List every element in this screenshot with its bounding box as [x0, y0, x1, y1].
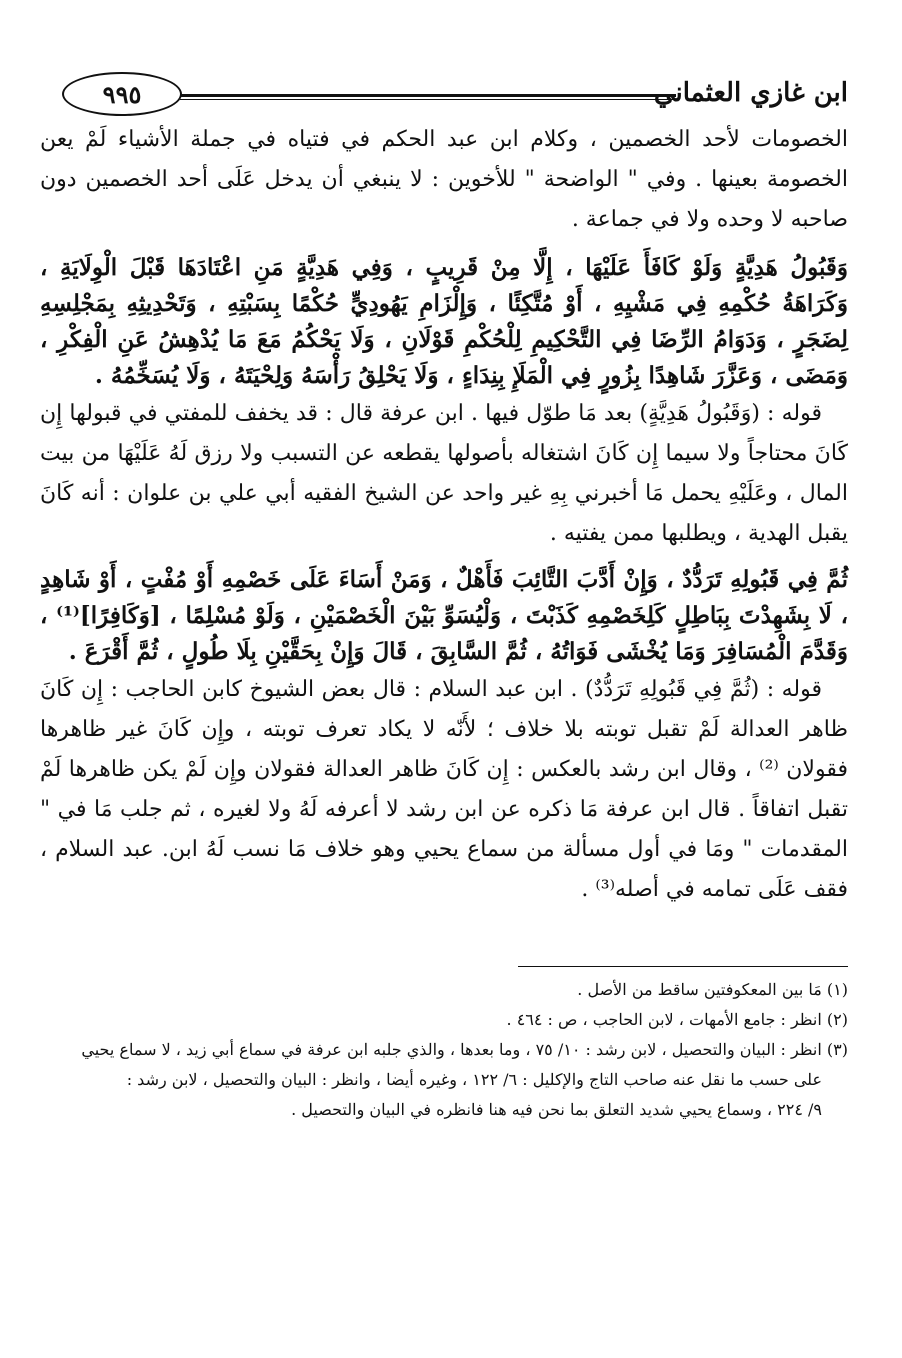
- main-text: [40, 120, 848, 910]
- running-title: ابن غازي العثماني: [653, 78, 848, 108]
- footnote-2: (٢) انظر : جامع الأمهات ، لابن الحاجب ، ص : ٤٦٤ .: [506, 1010, 848, 1029]
- commentary-paragraph: قوله : (ثُمَّ فِي قَبُولِهِ تَرَدُّدٌ) . ابن عبد السلام : قال بعض الشيوخ كابن الحاجب : إِن كَانَ ظاهر العدالة لَمْ تقبل توبته بلا خلاف ؛ لأَنّه لا يكاد تعرف توبته ، وإِن كَانَ غير ظاهرها فقولان ⁽²⁾ ، وقال ابن رشد بالعكس : إِن كَانَ ظاهر العدالة فقولان وإِن لَمْ يكن ظاهرها لَمْ تقبل اتفاقاً . قال ابن عرفة مَا ذكره عن ابن رشد لا أعرفه لَهُ ولا لغيره ، ثم جلب مَا في " المقدمات " ومَا في أول مسألة من سماع يحيي وهو خلاف مَا نسب لَهُ ابن. عبد السلام ، فقف عَلَى تمامه في أصله⁽³⁾ .: [40, 677, 848, 902]
- commentary-paragraph: قوله : (وَقَبُولُ هَدِيَّةٍ) بعد مَا طوّل فيها . ابن عرفة قال : قد يخفف للمفتي في قبولها إِن كَانَ محتاجاً ولا سيما إِن كَانَ اشتغاله بأصولها يقطعه عن التسبب ولا رزق لَهُ عَلَيْهَا من بيت المال ، وعَلَيْهِ يحمل مَا أخبرني بِهِ غير واحد عن الشيخ الفقيه أبي علي بن علوان : أنه كَانَ يقبل الهدية ، ويطلبها ممن يفتيه .: [40, 401, 848, 546]
- matn-paragraph: ثُمَّ فِي قَبُولِهِ تَرَدُّدٌ ، وَإِنْ أَدَّبَ التَّائِبَ فَأَهْلٌ ، وَمَنْ أَسَاءَ عَلَى خَصْمِهِ أَوْ مُفْتٍ ، أَوْ شَاهِدٍ ، لَا بِشَهِدْتَ بِبَاطِلٍ كَلِخَصْمِهِ كَذَبْتَ ، وَلْيُسَوِّ بَيْنَ الْخَصْمَيْنِ ، وَلَوْ مُسْلِمًا ، [وَكَافِرًا]⁽¹⁾ ، وَقَدَّمَ الْمُسَافِرَ وَمَا يُخْشَى فَوَاتُهُ ، ثُمَّ السَّابِقَ ، قَالَ وَإِنْ بِحَقَّيْنِ بِلَا طُولٍ ، ثُمَّ أَقْرَعَ .: [40, 566, 849, 665]
- footnote-3-continuation: ٩/ ٢٢٤ ، وسماع يحيي شديد التعلق بما نحن فيه هنا فانظره في البيان والتحصيل .: [291, 1100, 822, 1119]
- footnote-3-continuation: على حسب ما نقل عنه صاحب التاج والإكليل : ٦/ ١٢٢ ، وغيره أيضا ، وانظر : البيان والتحصيل ، لابن رشد :: [126, 1070, 822, 1089]
- footnote-3: (٣) انظر : البيان والتحصيل ، لابن رشد : ١٠/ ٧٥ ، وما بعدها ، والذي جلبه ابن عرفة في سماع أبي زيد ، لا سماع يحيي: [81, 1040, 848, 1059]
- book-page: [40, 60, 848, 1125]
- page-header: [40, 60, 848, 120]
- footnote-rule: [518, 966, 848, 967]
- footnote-1: (١) مَا بين المعكوفتين ساقط من الأصل .: [577, 980, 848, 999]
- header-rule: [180, 94, 676, 100]
- footnotes: [40, 975, 848, 1125]
- page-number: ٩٩٥: [62, 72, 182, 116]
- matn-paragraph: وَقَبُولُ هَدِيَّةٍ وَلَوْ كَافَأَ عَلَيْهَا ، إِلَّا مِنْ قَرِيبٍ ، وَفِي هَدِيَّةٍ مَنِ اعْتَادَهَا قَبْلَ الْوِلَايَةِ ، وَكَرَاهَةُ حُكْمِهِ فِي مَشْيِهِ ، أَوْ مُتَّكِئًا ، وَإِلْزَامِ يَهُودِيٍّ حُكْمًا بِسَبْتِهِ ، وَتَحْدِيثِهِ بِمَجْلِسِهِ لِضَجَرٍ ، وَدَوَامُ الرِّضَا فِي التَّحْكِيمِ لِلْحُكْمِ قَوْلَانِ ، وَلَا يَحْكُمُ مَعَ مَا يُدْهِشُ عَنِ الْفِكْرِ ، وَمَضَى ، وَعَزَّرَ شَاهِدًا بِزُورٍ فِي الْمَلَإِ بِنِدَاءٍ ، وَلَا يَحْلِقُ رَأْسَهُ وَلِحْيَتَهُ ، وَلَا يُسَخِّمُهُ .: [40, 254, 848, 389]
- prose-paragraph: الخصومات لأحد الخصمين ، وكلام ابن عبد الحكم في فتياه في جملة الأشياء لَمْ يعن الخصومة بعينها . وفي " الواضحة " للأخوين : لا ينبغي أن يدخل عَلَى أحد الخصمين دون صاحبه لا وحده ولا في جماعة .: [40, 127, 848, 232]
